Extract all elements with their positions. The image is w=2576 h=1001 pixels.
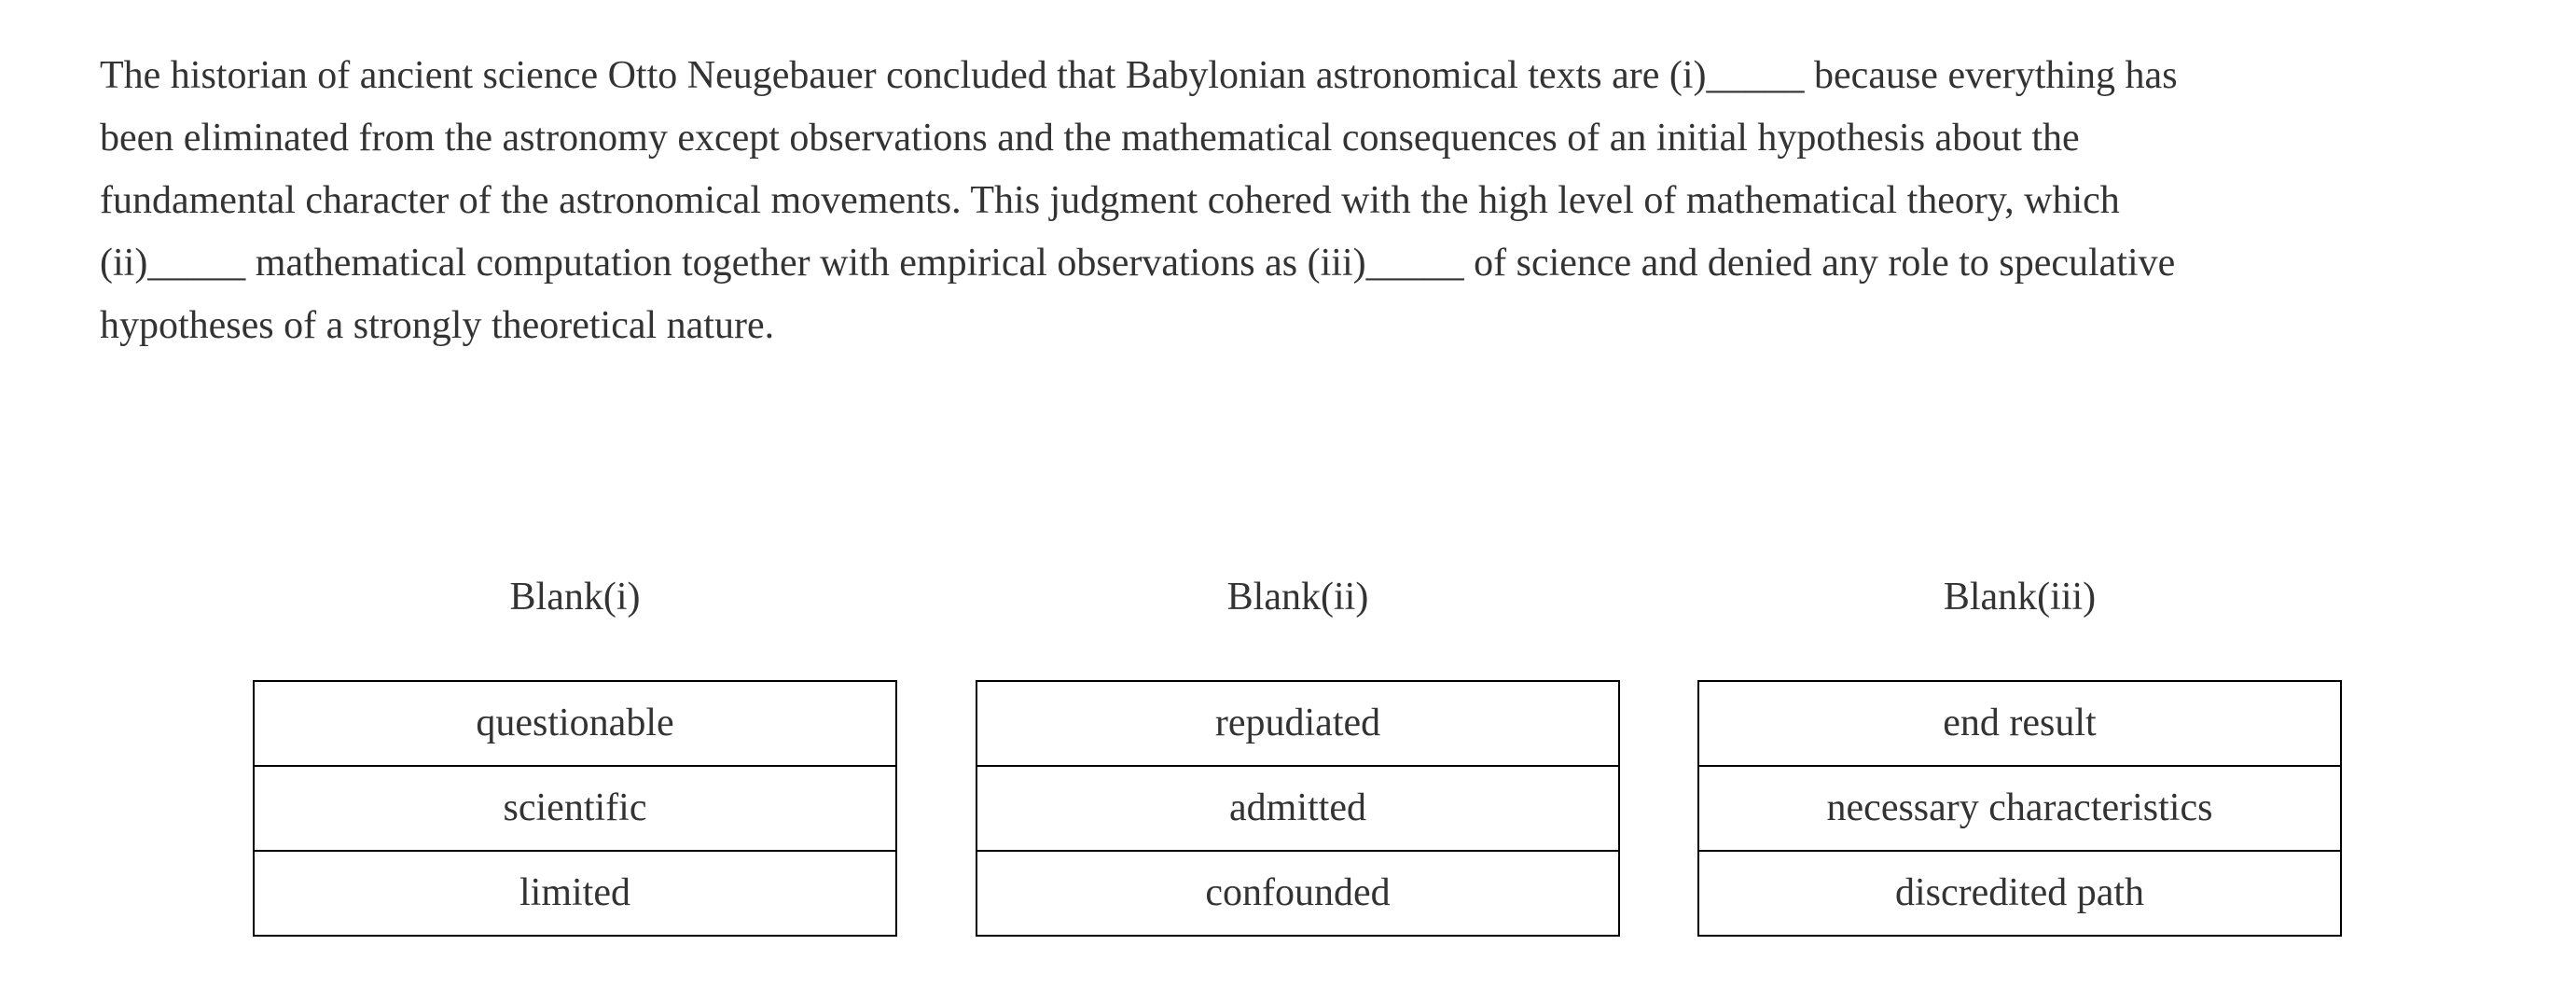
option-end-result[interactable]: end result bbox=[1943, 702, 2097, 744]
option-admitted[interactable]: admitted bbox=[977, 765, 1618, 850]
blank-ii-group bbox=[976, 560, 1620, 914]
blank-ii-title: Blank(ii) bbox=[1226, 576, 1369, 619]
blank-iii-group bbox=[1697, 560, 2342, 914]
passage-line: been eliminated from the astronomy except observations and the mathematical consequences of an initial hypothesis about the bbox=[100, 117, 2080, 160]
option-questionable[interactable]: questionable bbox=[476, 702, 674, 744]
option-limited[interactable]: limited bbox=[255, 850, 895, 935]
passage-line: hypotheses of a strongly theoretical nature. bbox=[100, 304, 775, 347]
passage-line: (ii)_____ mathematical computation together with empirical observations as (iii)_____ of science and denied any role to speculative bbox=[100, 242, 2176, 285]
blank-i-title: Blank(i) bbox=[509, 576, 641, 619]
blank-i-options bbox=[253, 680, 897, 937]
option-necessary-characteristics[interactable]: necessary characteristics bbox=[1699, 765, 2340, 850]
passage-line: The historian of ancient science Otto Neugebauer concluded that Babylonian astronomical texts are (i)_____ because everything has bbox=[100, 54, 2178, 97]
option-discredited-path[interactable]: discredited path bbox=[1699, 850, 2340, 935]
option-repudiated[interactable]: repudiated bbox=[1214, 702, 1381, 744]
blank-ii-options bbox=[976, 680, 1620, 937]
passage-line: fundamental character of the astronomical movements. This judgment cohered with the high level of mathematical theory, which bbox=[100, 179, 2120, 222]
option-confounded[interactable]: confounded bbox=[977, 850, 1618, 935]
option-scientific[interactable]: scientific bbox=[255, 765, 895, 850]
blank-iii-options bbox=[1697, 680, 2342, 937]
blank-iii-title: Blank(iii) bbox=[1943, 576, 2097, 619]
question-passage bbox=[100, 45, 2525, 357]
blank-i-group bbox=[253, 560, 897, 914]
